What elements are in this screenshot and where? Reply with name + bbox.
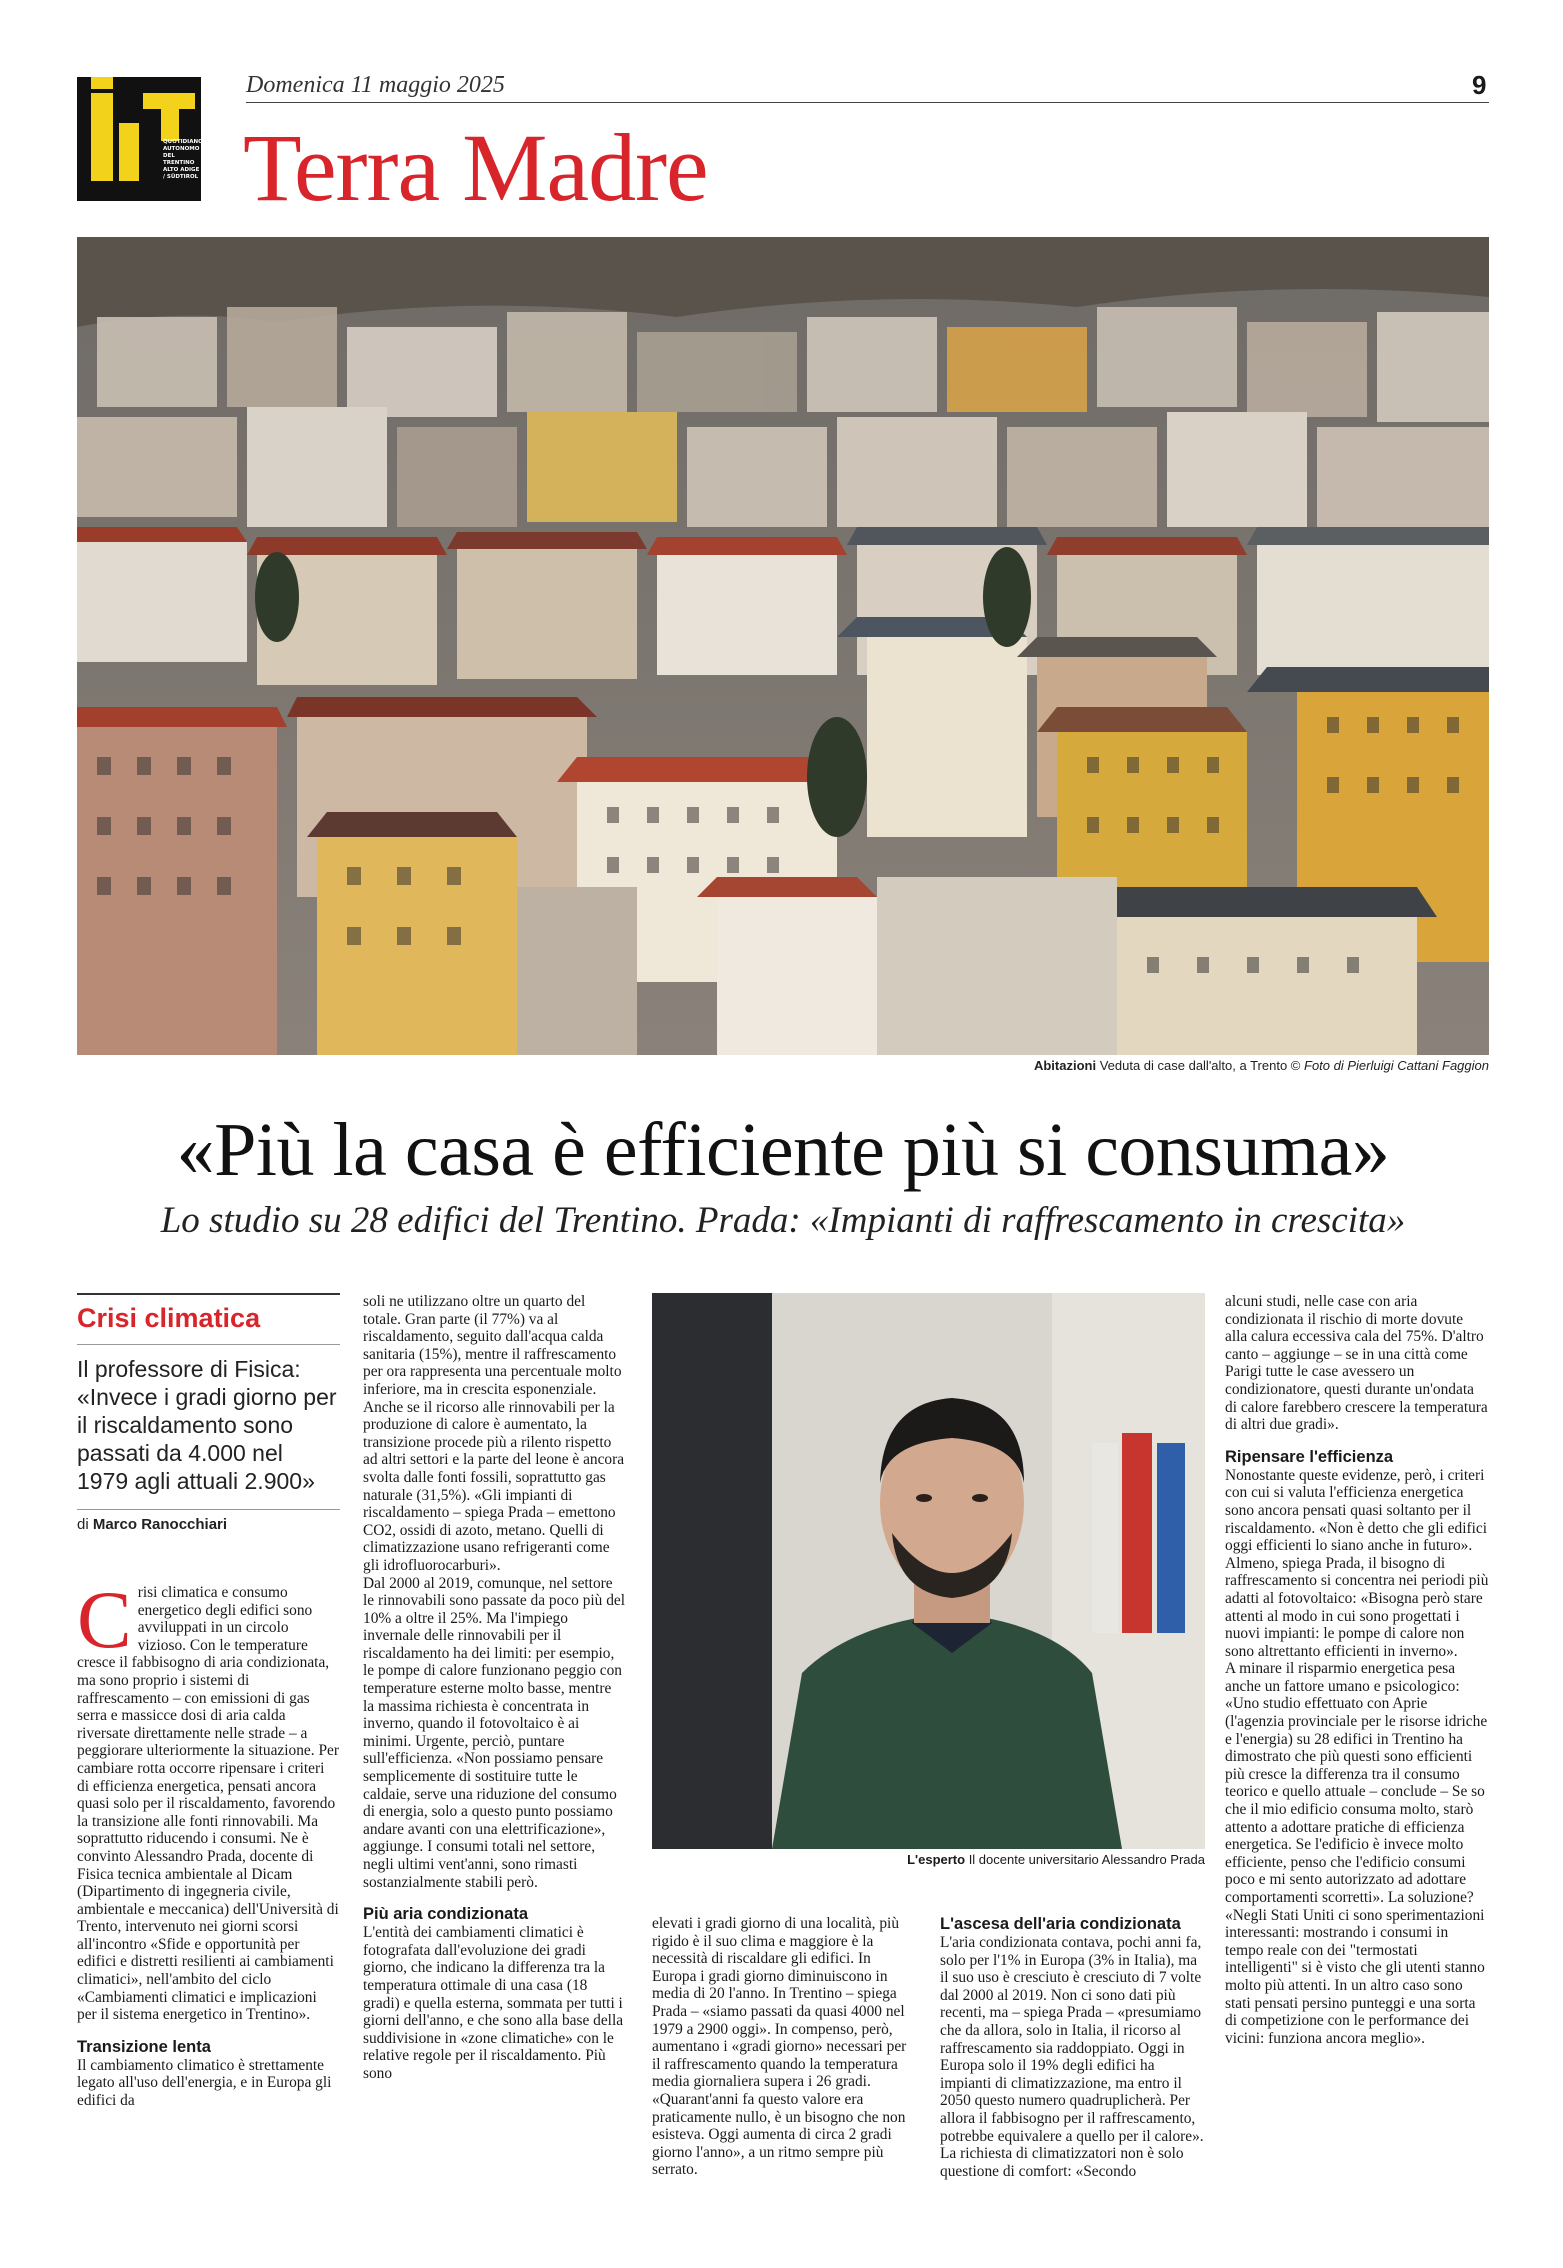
body-paragraph: L'aria condizionata contava, pochi anni fa, solo per l'1% in Europa (3% in Italia), ma il suo uso è cresciuto è cresciuto di 7 volte dal 2000 al 2019. Non ci sono dati più recenti, ma – spiega Prada – «presumiamo che da allora, solo in Italia, il ricorso al raffrescamento sia raddoppiato. Oggi in Europa solo il 19% degli edifici ha impianti di climatizzazione, ma entro il 2050 questo numero quadruplicherà. Per allora il fabbisogno per il raffrescamento, potrebbe equivalere a quello per il calore». — [940, 1934, 1204, 2145]
byline-rule — [77, 1509, 340, 1510]
body-paragraph: Nonostante queste evidenze, però, i criteri con cui si valuta l'efficienza energetica sono ancora pensati quasi soltanto per il riscaldamento. «Non è detto che gli edifici oggi efficienti lo siano anche in futuro». Almeno, spiega Prada, il bisogno di raffrescamento si concentra nei periodi più adatti al fotovoltaico: «Bisogna però stare attenti al modo in cui sono progettati i nuovi impianti: le pompe di calore non sono altrettanto efficienti in inverno». — [1225, 1466, 1489, 1660]
body-paragraph: alcuni studi, nelle case con aria condizionata il rischio di morte dovute alla calura eccessiva cala del 75%. D'altro canto – aggiunge – se in una città come Parigi tutte le case avessero un condizionatore, questi durante un'ondata di calore farebbero crescere la temperatura di altri due gradi». — [1225, 1293, 1488, 1434]
logo-tagline: QUOTIDIANO AUTONOMO DEL TRENTINO ALTO ADIGE / SÜDTIROL — [163, 139, 203, 180]
body-paragraph: soli ne utilizzano oltre un quarto del totale. Gran parte (il 77%) va al riscaldamento, seguito dall'acqua calda sanitaria (15%), mentre il raffrescamento per ora rappresenta una percentuale molto inferiore, ma in crescita esponenziale. — [363, 1293, 622, 1398]
body-paragraph: A minare il risparmio energetica pesa anche un fattore umano e psicologico: «Uno studio effettuato con Aprie (l'agenzia provinciale per le risorse idriche e l'energia) su 28 edifici in Trentino ha dimostrato che più questi sono efficienti più cresce la differenza tra il consumo teorico e quello attuale – conclude – Se so che il mio edificio consuma molto, starò attento a adottare pratiche di efficienza energetica. Se l'edificio è invece molto efficiente, penso che l'edificio consumi poco e mi sento autorizzato ad adottare comportamenti scorretti». La soluzione? «Negli Stati Uniti ci sono sperimentazioni interessanti: mostrando i consumi in tempo reale con dei "termostati intelligenti" si è visto che gli utenti stanno molto più attenti. In un altro caso sono stati pensati persino punteggi e una sorta di competizione con le performance dei vicini: funziona ancora meglio». — [1225, 1660, 1488, 2047]
newspaper-logo — [77, 77, 201, 201]
byline — [77, 1516, 340, 1533]
section-title: Terra Madre — [243, 114, 708, 221]
body-paragraph: elevati i gradi giorno di una località, più rigido è il suo clima e maggiore è la necessità di riscaldare gli edifici. In Europa i gradi giorno diminuiscono in media di 20 l'anno. In Trentino – spiega Prada – «siamo passati da quasi 4000 nel 1979 a 2900 oggi». In compenso, però, aumentano i «gradi giorno» necessari per il raffrescamento quando la temperatura media giornaliera supera i 26 gradi. «Quarant'anni fa questo valore era praticamente nullo, è un bisogno che non esisteva. Oggi aumenta di circa 2 gradi giorno l'anno», a un ritmo sempre più serrato. — [652, 1915, 907, 2179]
logo-i-dot — [91, 77, 113, 89]
logo-t-stem — [161, 93, 179, 141]
drop-cap: C — [77, 1574, 132, 1665]
body-paragraph: risi climatica e consumo energetico degli edifici sono avviluppati in un circolo vizioso. Con le temperature cresce il fabbisogno di aria condizionata, ma sono proprio i sistemi di raffrescamento – con emissioni di gas serra e massicce dosi di aria calda riversate direttamente nelle strade – a peggiorare ulteriormente la situazione. Per cambiare rotta occorre ripensare i criteri di efficienza energetica, pensati ancora quasi solo per il riscaldamento, favorendo la transizione alle fonti rinnovabili. Ma soprattutto riducendo i consumi. Ne è convinto Alessandro Prada, docente di Fisica tecnica ambientale al Dicam (Dipartimento di ingegneria civile, ambientale e meccanica) dell'Università di Trento, intervenuto nei giorni scorsi all'incontro «Sfide e opportunità per edifici e distretti resilienti ai cambiamenti climatici», nell'ambito del ciclo «Cambiamenti climatici e implicazioni per il sistema energetico in Trentino». — [77, 1584, 339, 2024]
city-rooftops-illustration — [77, 237, 1489, 1055]
article-subheadline: Lo studio su 28 edifici del Trentino. Prada: «Impianti di raffrescamento in crescita» — [160, 1200, 1406, 1241]
photo-caption-label: Abitazioni — [1033, 1058, 1097, 1073]
body-column-5 — [1225, 1293, 1489, 2047]
portrait-photo — [652, 1293, 1205, 1849]
byline-author: Marco Ranocchiari — [92, 1516, 228, 1533]
body-paragraph: Dal 2000 al 2019, comunque, nel settore le rinnovabili sono passate da poco più del 10% a oltre il 25%. Ma l'impiego invernale delle rinnovabili per il riscaldamento ha dei limiti: per esempio, le pompe di calore funzionano peggio con temperature esterne molto basse, mentre la massima richiesta è concentrata in inverno, quando il fotovoltaico è ai minimi. Urgente, perciò, puntare sull'efficienza. «Non possiamo pensare semplicemente di sostituire tutte le caldaie, serve una riduzione del consumo di energia, solo a questo punto possiamo andare avanti con una elettrificazione», aggiunge. I consumi totali nel settore, negli ultimi vent'anni, sono rimasti sostanzialmente stabili però. — [363, 1574, 626, 1891]
portrait-illustration — [652, 1293, 1205, 1849]
subheading: Transizione lenta — [77, 2037, 211, 2056]
portrait-caption-text: Il docente universitario Alessandro Prada — [965, 1852, 1205, 1867]
subheading: L'ascesa dell'aria condizionata — [940, 1915, 1181, 1933]
subheading: Più aria condizionata — [363, 1905, 529, 1924]
body-paragraph: Anche se il ricorso alle rinnovabili per la produzione di calore è aumentato, la transizione procede più a rilento rispetto ad altri settori e la parte del leone è ancora svolta dalle fonti fossili, soprattutto gas naturale (31,5%). «Gli impianti di riscaldamento – spiega Prada – emettono CO2, ossidi di azoto, metano. Quelli di climatizzazione usano refrigeranti come gli idrofluorocarburi». — [363, 1398, 625, 1574]
body-paragraph: La richiesta di climatizzatori non è solo questione di comfort: «Secondo — [940, 2145, 1184, 2180]
photo-caption-text: Veduta di case dall'alto, a Trento © — [1096, 1058, 1304, 1073]
body-paragraph: Il cambiamento climatico è strettamente legato all'uso dell'energia, e in Europa gli edifici da — [77, 2056, 332, 2110]
portrait-caption — [652, 1852, 1205, 1867]
sidebar-rule — [77, 1293, 340, 1295]
body-paragraph: L'entità dei cambiamenti climatici è fotografata dall'evoluzione dei gradi giorno, che indicano la differenza tra la temperatura ottimale di una casa (18 gradi) e quella esterna, sommata per tutti i giorni dell'anno, e che sono alla base della suddivisione in «zone climatiche» con le relative regole per il riscaldamento. Più sono — [363, 1924, 624, 2082]
photo-caption — [77, 1058, 1489, 1073]
sidebar-rule-thin — [77, 1344, 340, 1345]
page-number: 9 — [1472, 70, 1487, 100]
header-rule — [246, 102, 1489, 103]
portrait-caption-label: L'esperto — [907, 1852, 966, 1867]
article-sidebar — [77, 1293, 340, 1533]
photo-credit: Foto di Pierluigi Cattani Faggion — [1304, 1058, 1489, 1073]
subheading: Ripensare l'efficienza — [1225, 1447, 1394, 1466]
issue-date: Domenica 11 maggio 2025 — [246, 72, 505, 98]
logo-i — [91, 93, 113, 181]
body-column-3 — [652, 1915, 917, 2179]
logo-l — [119, 123, 139, 181]
main-photo — [77, 237, 1489, 1055]
body-column-2 — [363, 1293, 626, 2083]
byline-prefix: di — [77, 1516, 93, 1533]
summary-text: Il professore di Fisica: «Invece i gradi giorno per il riscaldamento sono passati da 4.000 nel 1979 agli attuali 2.900» — [77, 1356, 337, 1494]
body-column-1 — [77, 1574, 340, 2110]
body-column-4 — [940, 1915, 1205, 2180]
article-headline: «Più la casa è efficiente più si consuma» — [176, 1108, 1390, 1192]
kicker: Crisi climatica — [77, 1303, 261, 1333]
